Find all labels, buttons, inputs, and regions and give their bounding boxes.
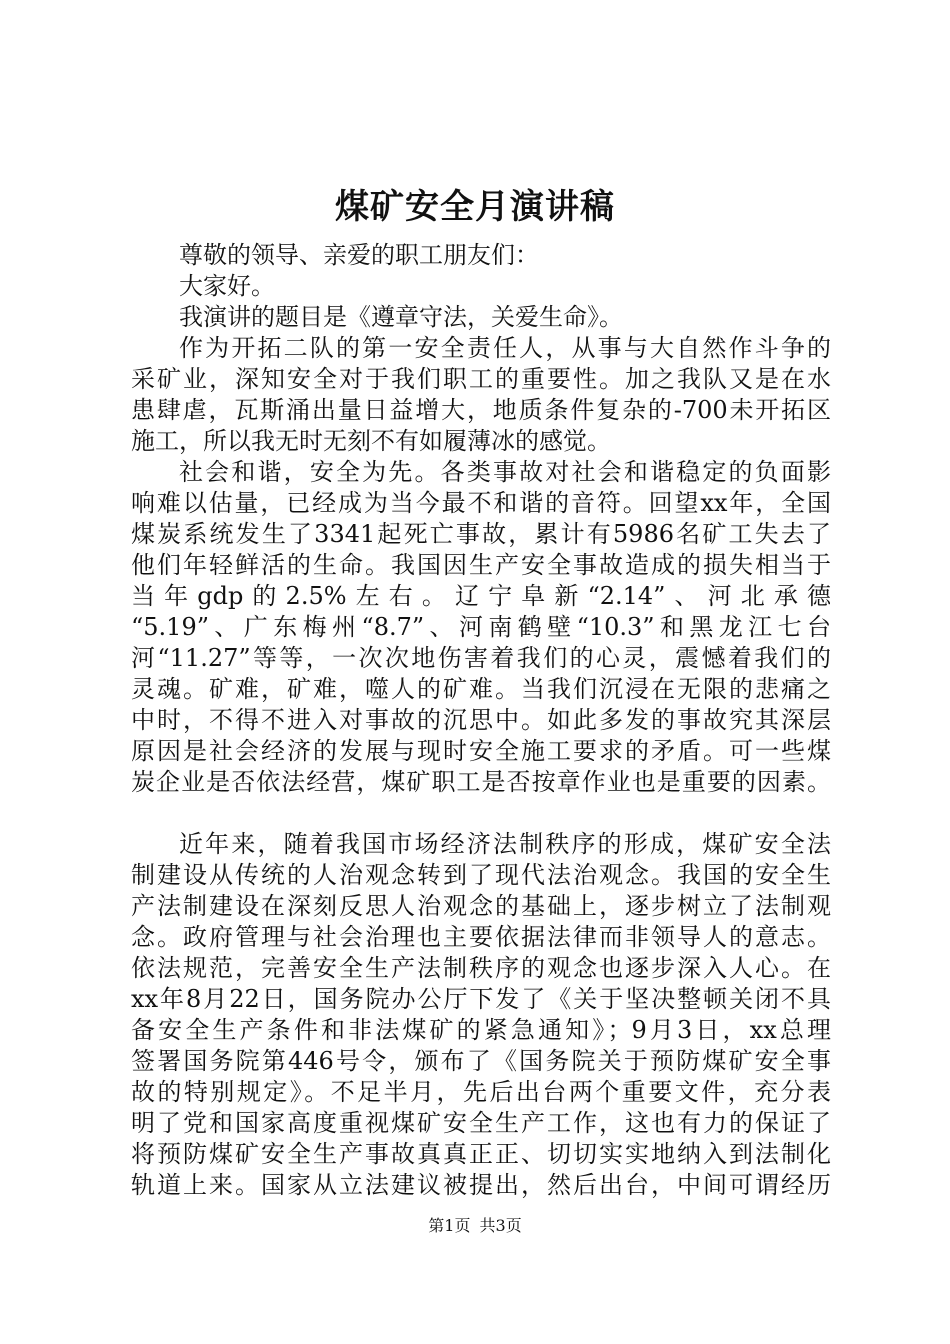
paragraph-line: 依法规范，完善安全生产法制秩序的观念也逐步深入人心。在	[131, 954, 831, 982]
paragraph-line: 制建设从传统的人治观念转到了现代法治观念。我国的安全生	[131, 861, 831, 889]
paragraph-line: 近年来，随着我国市场经济法制秩序的形成，煤矿安全法	[179, 830, 831, 858]
paragraph-line: 煤炭系统发生了3341起死亡事故，累计有5986名矿工失去了	[131, 520, 831, 548]
paragraph-line: 炭企业是否依法经营，煤矿职工是否按章作业也是重要的因素。	[131, 768, 831, 796]
paragraph-line: 灵魂。矿难，矿难，噬人的矿难。当我们沉浸在无限的悲痛之	[131, 675, 831, 703]
topic-line: 我演讲的题目是《遵章守法，关爱生命》。	[179, 303, 623, 331]
paragraph-line: 故的特别规定》。不足半月，先后出台两个重要文件，充分表	[131, 1078, 831, 1106]
paragraph-line: 他们年轻鲜活的生命。我国因生产安全事故造成的损失相当于	[131, 551, 831, 579]
document-body	[131, 240, 831, 1201]
paragraph-line: 社会和谐，安全为先。各类事故对社会和谐稳定的负面影	[179, 458, 831, 486]
paragraph-line: “5.19”、广东梅州“8.7”、河南鹤壁“10.3”和黑龙江七台	[131, 613, 831, 641]
paragraph-line: 轨道上来。国家从立法建议被提出，然后出台，中间可谓经历	[131, 1171, 831, 1199]
page-number: 第1页 共3页	[428, 1216, 522, 1235]
salutation-line: 尊敬的领导、亲爱的职工朋友们：	[179, 241, 539, 269]
paragraph-line: 采矿业，深知安全对于我们职工的重要性。加之我队又是在水	[131, 365, 831, 393]
paragraph-gap	[131, 798, 831, 829]
document-title: 煤矿安全月演讲稿	[335, 187, 615, 227]
paragraph-line: 响难以估量，已经成为当今最不和谐的音符。回望xx年，全国	[131, 489, 831, 517]
paragraph-line: 产法制建设在深刻反思人治观念的基础上，逐步树立了法制观	[131, 892, 831, 920]
paragraph-line: 将预防煤矿安全生产事故真真正正、切切实实地纳入到法制化	[131, 1140, 831, 1168]
greeting-line: 大家好。	[179, 272, 275, 300]
paragraph-line: 河“11.27”等等，一次次地伤害着我们的心灵，震憾着我们的	[131, 644, 831, 672]
paragraph-line: 念。政府管理与社会治理也主要依据法律而非领导人的意志。	[131, 923, 831, 951]
paragraph-line: 原因是社会经济的发展与现时安全施工要求的矛盾。可一些煤	[131, 737, 831, 765]
paragraph-line: 施工，所以我无时无刻不有如履薄冰的感觉。	[131, 427, 611, 455]
paragraph-line: 作为开拓二队的第一安全责任人，从事与大自然作斗争的	[179, 334, 831, 362]
paragraph-line: 患肆虐，瓦斯涌出量日益增大，地质条件复杂的-700未开拓区	[131, 396, 831, 424]
paragraph-line: 备安全生产条件和非法煤矿的紧急通知》；9月3日，xx总理	[131, 1016, 831, 1044]
paragraph-line: 中时，不得不进入对事故的沉思中。如此多发的事故究其深层	[131, 706, 831, 734]
paragraph-line: 当年gdp的2.5%左右。辽宁阜新“2.14”、河北承德	[131, 582, 831, 610]
paragraph-line: 明了党和国家高度重视煤矿安全生产工作，这也有力的保证了	[131, 1109, 831, 1137]
paragraph-line: xx年8月22日，国务院办公厅下发了《关于坚决整顿关闭不具	[131, 985, 831, 1013]
paragraph-line: 签署国务院第446号令，颁布了《国务院关于预防煤矿安全事	[131, 1047, 831, 1075]
